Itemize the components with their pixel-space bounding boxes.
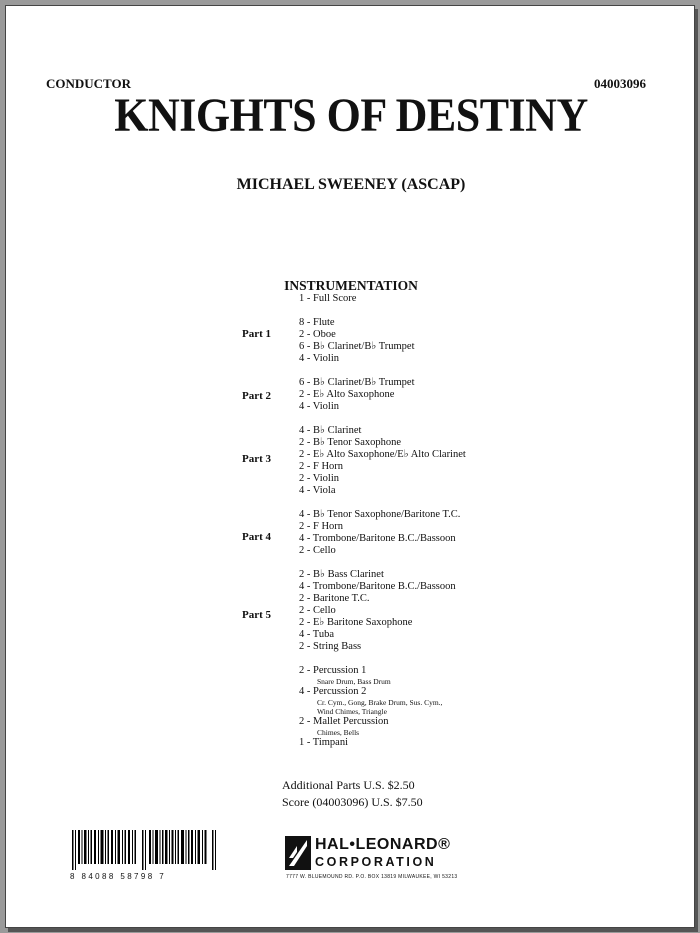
publisher-address: 7777 W. BLUEMOUND RD. P.O. BOX 13819 MILWAUKEE, WI 53213 — [286, 874, 458, 880]
instrument-detail: Snare Drum, Bass Drum — [317, 677, 391, 686]
conductor-label: CONDUCTOR — [46, 76, 131, 91]
piece-title: KNIGHTS OF DESTINY — [114, 89, 588, 142]
part-label: Part 1 — [242, 328, 272, 340]
part-3-list — [299, 425, 466, 497]
publisher-logo — [285, 836, 455, 872]
full-score-line: 1 - Full Score — [299, 293, 357, 304]
instrument-detail: Wind Chimes, Triangle — [317, 707, 387, 716]
instrument-line: 4 - Tuba — [299, 629, 335, 640]
barcode-icon — [72, 830, 220, 870]
part-label: Part 4 — [242, 531, 272, 543]
instrument-line: 2 - E♭ Alto Saxophone/E♭ Alto Clarinet — [299, 449, 466, 460]
barcode-number: 8 84088 58798 7 — [70, 872, 167, 881]
logo-line-2: CORPORATION — [315, 855, 437, 869]
instrument-line: 2 - Oboe — [299, 329, 336, 340]
instrument-line: 4 - B♭ Clarinet — [299, 425, 362, 436]
instrument-line: 4 - B♭ Tenor Saxophone/Baritone T.C. — [299, 509, 461, 520]
instrument-line: 4 - Violin — [299, 401, 340, 412]
instrument-line: 4 - Percussion 2 — [299, 686, 367, 697]
part-4-list — [299, 509, 460, 557]
instrument-line: 2 - Baritone T.C. — [299, 593, 370, 604]
instrument-line: 4 - Trombone/Baritone B.C./Bassoon — [299, 533, 456, 544]
instrument-line: 2 - Mallet Percussion — [299, 716, 389, 727]
instrument-line: 2 - F Horn — [299, 521, 344, 532]
instrument-line: 6 - B♭ Clarinet/B♭ Trumpet — [299, 377, 415, 388]
instrument-line: 8 - Flute — [299, 317, 335, 328]
part-label: Part 5 — [242, 609, 272, 621]
logo-line-1: HAL•LEONARD® — [315, 836, 451, 853]
instrument-line: 1 - Timpani — [299, 737, 349, 748]
part-1-list — [299, 317, 415, 365]
percussion-list — [299, 665, 442, 749]
instrument-detail: Chimes, Bells — [317, 728, 360, 737]
instrument-line: 2 - String Bass — [299, 641, 362, 652]
instrument-line: 2 - Percussion 1 — [299, 665, 367, 676]
part-2-list — [299, 377, 415, 413]
part-label: Part 3 — [242, 453, 272, 465]
additional-parts-price: Additional Parts U.S. $2.50 — [282, 778, 415, 792]
instrument-line: 2 - F Horn — [299, 461, 344, 472]
instrument-line: 2 - E♭ Alto Saxophone — [299, 389, 395, 400]
instrument-line: 4 - Violin — [299, 353, 340, 364]
instrument-detail: Cr. Cym., Gong, Brake Drum, Sus. Cym., — [317, 698, 443, 707]
instrument-line: 4 - Trombone/Baritone B.C./Bassoon — [299, 581, 456, 592]
instrument-line: 2 - Cello — [299, 545, 336, 556]
composer-name: MICHAEL SWEENEY (ASCAP) — [236, 176, 466, 193]
instrument-line: 2 - Violin — [299, 473, 340, 484]
instrument-line: 2 - E♭ Baritone Saxophone — [299, 617, 413, 628]
hal-leonard-emblem-icon — [285, 836, 311, 870]
score-price: Score (04003096) U.S. $7.50 — [282, 795, 423, 809]
part-5-list — [299, 569, 456, 653]
score-cover-page — [5, 5, 695, 928]
catalog-number: 04003096 — [594, 76, 646, 91]
instrument-line: 6 - B♭ Clarinet/B♭ Trumpet — [299, 341, 415, 352]
part-label: Part 2 — [242, 390, 272, 402]
instrument-line: 2 - B♭ Tenor Saxophone — [299, 437, 402, 448]
instrumentation-heading: INSTRUMENTATION — [284, 278, 418, 293]
instrument-line: 2 - B♭ Bass Clarinet — [299, 569, 384, 580]
instrument-line: 2 - Cello — [299, 605, 336, 616]
instrument-line: 4 - Viola — [299, 485, 336, 496]
